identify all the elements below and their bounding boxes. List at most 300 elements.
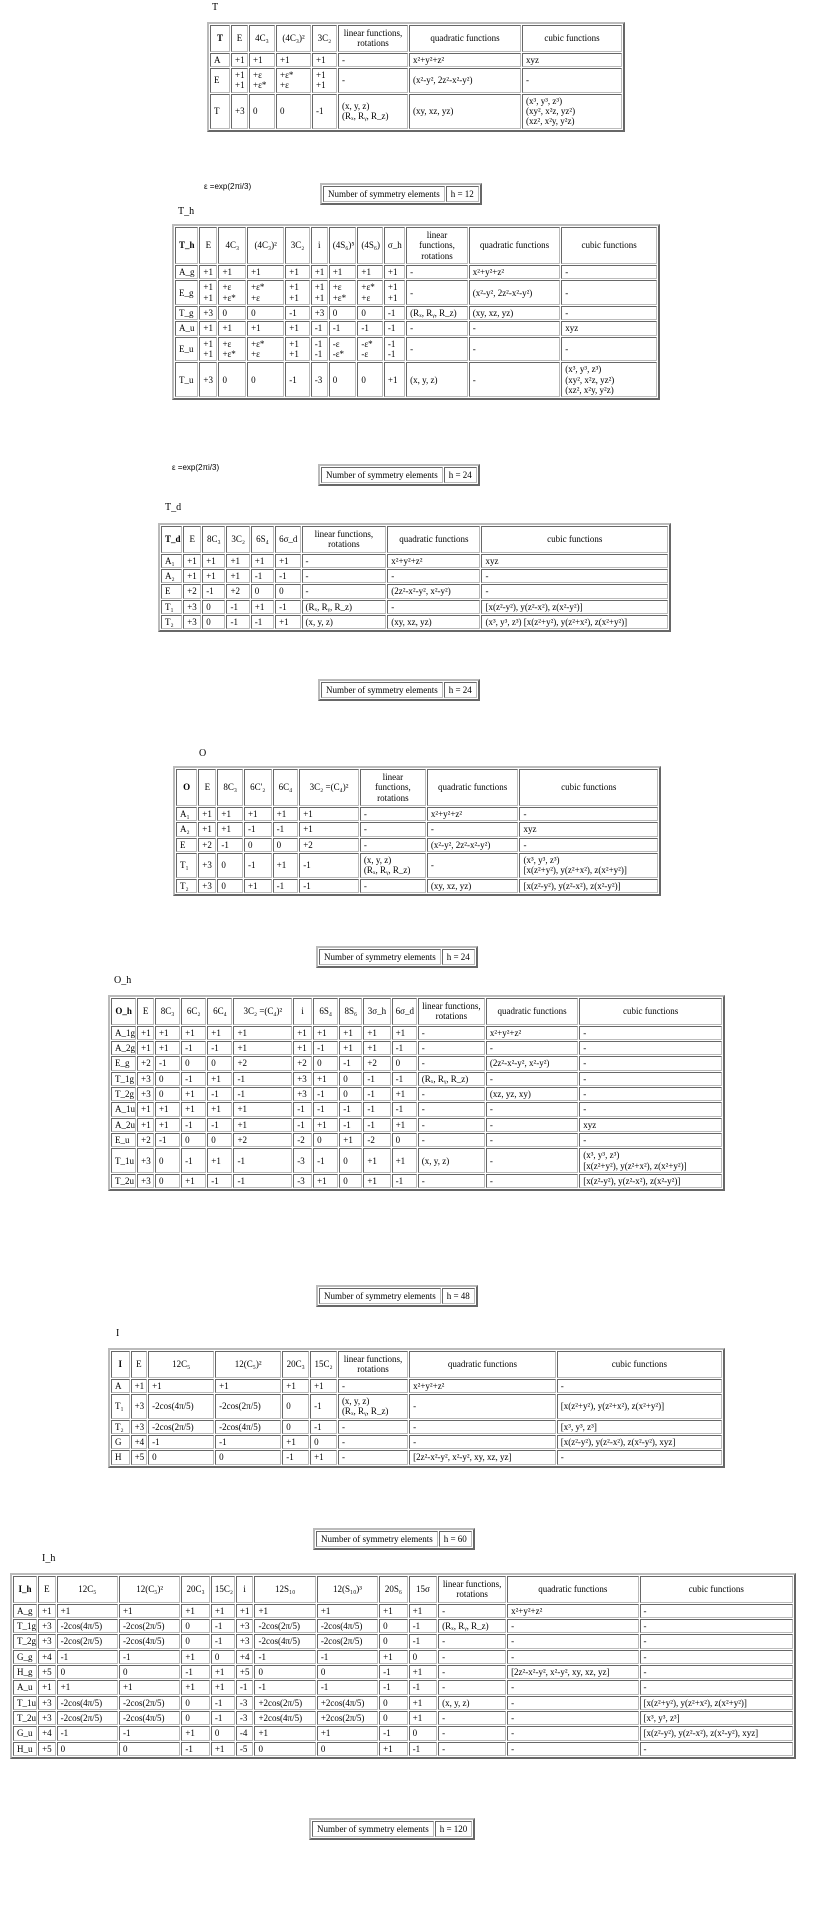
table-cell: -1 — [233, 1087, 292, 1101]
column-header: 20C₃ — [282, 1351, 309, 1378]
table-cell: - — [438, 1650, 506, 1664]
table-cell: -2cos(4π/5) — [57, 1619, 118, 1633]
table-cell: -1 — [384, 321, 405, 335]
irrep-label: A₂ — [176, 822, 197, 836]
table-cell: 0 — [282, 1394, 309, 1419]
table-cell: -1 — [207, 1174, 232, 1188]
table-cell: +2 — [198, 838, 216, 852]
table-cell: - — [519, 838, 658, 852]
table-cell: +1 — [233, 1026, 292, 1040]
table-cell: -1 — [181, 1041, 206, 1055]
table-row — [175, 337, 657, 362]
group-symbol: T — [210, 25, 230, 52]
table-cell: +1 — [312, 53, 337, 67]
column-header: 8S₆ — [339, 998, 362, 1025]
table-cell: +1 — [38, 1604, 56, 1618]
table-cell: -2cos(2π/5) — [215, 1394, 281, 1419]
table-header-row — [175, 227, 657, 264]
table-cell: (x, y, z) — [406, 362, 468, 397]
column-header: cubic functions — [561, 227, 657, 264]
table-cell: - — [418, 1026, 485, 1040]
table-cell: +1 — [233, 1118, 292, 1132]
table-cell: 0 — [217, 853, 243, 878]
table-row — [176, 838, 658, 852]
table-cell: [x(z²-y²), y(z²-x²), z(x²-y²), xyz] — [640, 1726, 793, 1740]
symmetry-count-ih — [309, 1818, 475, 1840]
table-cell: +2cos(2π/5) — [317, 1711, 378, 1725]
column-header: 3C₂ =(C₄)² — [299, 769, 359, 806]
table-cell: +4 — [38, 1726, 56, 1740]
table-cell: -2cos(4π/5) — [119, 1634, 180, 1648]
table-cell: x²+y²+z² — [507, 1604, 638, 1618]
table-cell: (x, y, z) — [302, 615, 387, 629]
table-cell: 0 — [202, 600, 225, 614]
table-cell: (x²-y², 2z²-x²-y²) — [469, 280, 560, 305]
table-cell: +2 — [226, 584, 249, 598]
table-cell: +1 — [181, 1026, 206, 1040]
table-cell: 0 — [218, 362, 246, 397]
table-cell: +1 — [251, 554, 274, 568]
character-table — [207, 22, 625, 132]
table-cell: 0 — [357, 306, 383, 320]
column-header: cubic functions — [481, 526, 668, 553]
table-cell: -1 — [275, 600, 300, 614]
table-cell: (Rₓ, Rᵧ, R_z) — [302, 600, 387, 614]
column-header: E — [183, 526, 201, 553]
table-cell: +1 — [181, 1174, 206, 1188]
table-row — [161, 569, 668, 583]
table-cell: +3 — [137, 1174, 154, 1188]
table-cell: x²+y²+z² — [387, 554, 480, 568]
table-cell: +1 — [217, 822, 243, 836]
column-header: 12(C₅)² — [119, 1576, 180, 1603]
table-cell: +2 — [183, 584, 201, 598]
table-cell: -1 — [273, 879, 299, 893]
table-cell: +1 — [119, 1680, 180, 1694]
table-row — [175, 306, 657, 320]
table-cell: -1 — [273, 822, 299, 836]
table-cell: +1 — [137, 1102, 154, 1116]
table-cell: +1 — [275, 554, 300, 568]
table-cell: 0 — [207, 1133, 232, 1147]
table-cell: 0 — [155, 1087, 180, 1101]
column-header: 4C₃ — [249, 25, 275, 52]
table-row — [176, 853, 658, 878]
table-cell: +1 — [211, 1680, 235, 1694]
table-cell: 0 — [313, 1133, 338, 1147]
table-row — [111, 1450, 722, 1464]
table-cell: - — [486, 1041, 578, 1055]
table-cell: -1 — [384, 306, 405, 320]
table-row — [111, 1026, 722, 1040]
table-cell: - — [557, 1450, 722, 1464]
table-cell: - — [561, 280, 657, 305]
irrep-label: T_2u — [111, 1174, 136, 1188]
table-cell: +4 — [236, 1650, 254, 1664]
table-cell: -1 — [282, 1450, 309, 1464]
table-cell: - — [486, 1072, 578, 1086]
irrep-label: A₁ — [161, 554, 182, 568]
table-row — [13, 1680, 793, 1694]
table-cell: 0 — [244, 838, 272, 852]
table-row — [13, 1742, 793, 1756]
irrep-label: A_g — [175, 265, 198, 279]
table-cell: -3 — [293, 1174, 312, 1188]
table-cell: +3 — [137, 1072, 154, 1086]
table-cell: +1 — [207, 1072, 232, 1086]
table-cell: -1 — [363, 1072, 390, 1086]
table-cell: +1 — [207, 1148, 232, 1173]
column-header: E — [198, 769, 216, 806]
table-cell: +1 — [293, 1041, 312, 1055]
table-row — [161, 600, 668, 614]
table-cell: (2z²-x²-y², x²-y²) — [486, 1056, 578, 1070]
column-header: 6S₄ — [251, 526, 274, 553]
irrep-label: E_g — [111, 1056, 136, 1070]
table-cell: +2cos(4π/5) — [317, 1696, 378, 1710]
irrep-label: T₂ — [176, 879, 197, 893]
table-cell: -1 — [285, 306, 309, 320]
table-cell: (x³, y³, z³) [x(z²+y²), y(z²+x²), z(x²+y²)] — [481, 615, 668, 629]
column-header: 6C'₂ — [244, 769, 272, 806]
table-cell: - — [519, 807, 658, 821]
table-cell: -1 — [339, 1056, 362, 1070]
table-cell: +1 — [273, 807, 299, 821]
table-cell: +1 — [409, 1711, 437, 1725]
irrep-label: A₂ — [161, 569, 182, 583]
table-cell: +1 — [233, 1041, 292, 1055]
table-cell: +1 — [247, 321, 284, 335]
table-cell: +1 — [285, 321, 309, 335]
table-cell: - — [406, 265, 468, 279]
table-cell: -1 — [339, 1102, 362, 1116]
table-cell: +1 — [155, 1041, 180, 1055]
table-cell: +1 — [317, 1604, 378, 1618]
table-cell: (xz, yz, xy) — [486, 1087, 578, 1101]
table-cell: +1 — [363, 1148, 390, 1173]
irrep-label: H — [111, 1450, 130, 1464]
irrep-label: T_1u — [111, 1148, 136, 1173]
table-cell: +3 — [38, 1696, 56, 1710]
table-cell: -1 — [409, 1742, 437, 1756]
table-cell: - — [507, 1742, 638, 1756]
table-cell: -1 — [363, 1118, 390, 1132]
table-cell: +1 — [211, 1665, 235, 1679]
table-cell: 0 — [273, 838, 299, 852]
column-header: quadratic functions — [387, 526, 480, 553]
symmetry-count-label: Number of symmetry elements — [319, 949, 441, 965]
table-cell: -2 — [363, 1133, 390, 1147]
table-cell: -1 — [299, 879, 359, 893]
table-cell: 0 — [247, 306, 284, 320]
group-label-i: I — [116, 1328, 120, 1339]
table-cell: (x³, y³, z³) (xy², x²z, yz²) (xz², x²y, y²z) — [561, 362, 657, 397]
table-cell: - — [438, 1680, 506, 1694]
table-row — [210, 68, 622, 93]
table-cell: +1 — [148, 1379, 214, 1393]
table-cell: +2cos(2π/5) — [254, 1696, 315, 1710]
group-label-th: T_h — [178, 206, 195, 217]
table-cell: -1 — [317, 1650, 378, 1664]
table-cell: -1 — [251, 569, 274, 583]
table-cell: +4 — [131, 1435, 148, 1449]
table-cell: +1 — [254, 1604, 315, 1618]
table-cell: - — [486, 1148, 578, 1173]
column-header: 4C₃ — [218, 227, 246, 264]
column-header: (4C₃)² — [247, 227, 284, 264]
column-header: 12C₅ — [148, 1351, 214, 1378]
table-cell: - — [338, 1450, 408, 1464]
table-cell: -1 — [236, 1680, 254, 1694]
table-row — [13, 1665, 793, 1679]
table-cell: 0 — [254, 1742, 315, 1756]
table-cell: xyz — [519, 822, 658, 836]
table-row — [175, 280, 657, 305]
column-header: 15C₂ — [310, 1351, 337, 1378]
table-cell: - — [338, 53, 408, 67]
table-cell: - — [302, 569, 387, 583]
column-header: 6C₄ — [207, 998, 232, 1025]
character-table — [10, 1573, 796, 1759]
table-cell: -1 — [215, 1435, 281, 1449]
table-cell: +2cos(4π/5) — [254, 1711, 315, 1725]
table-cell: 0 — [119, 1665, 180, 1679]
table-cell: -2 — [293, 1133, 312, 1147]
table-cell: - — [640, 1619, 793, 1633]
table-cell: - — [418, 1133, 485, 1147]
table-cell: - — [507, 1696, 638, 1710]
table-row — [13, 1634, 793, 1648]
table-cell: -3 — [236, 1711, 254, 1725]
table-cell: (xy, xz, yz) — [427, 879, 519, 893]
table-cell: -1 — [211, 1711, 235, 1725]
column-header: 15C₂ — [211, 1576, 235, 1603]
table-cell: - — [561, 337, 657, 362]
table-cell: +1 — [339, 1041, 362, 1055]
table-row — [175, 265, 657, 279]
table-cell: -3 — [311, 362, 328, 397]
table-cell: - — [302, 554, 387, 568]
column-header: σ_h — [384, 227, 405, 264]
table-cell: -2cos(4π/5) — [119, 1711, 180, 1725]
table-cell: (x³, y³, z³) [x(z²+y²), y(z²+x²), z(x²+y²)] — [519, 853, 658, 878]
table-cell: - — [418, 1174, 485, 1188]
table-cell: -1 — [310, 1394, 337, 1419]
table-cell: +1 — [313, 1026, 338, 1040]
table-cell: +1 — [276, 53, 311, 67]
table-cell: +1 — [363, 1026, 390, 1040]
table-cell: +1 — [231, 53, 248, 67]
table-cell: (x³, y³, z³) (xy², x²z, yz²) (xz², x²y, y²z) — [522, 94, 622, 129]
table-row — [111, 1102, 722, 1116]
irrep-label: T_u — [175, 362, 198, 397]
table-cell: +2 — [233, 1056, 292, 1070]
table-cell: +3 — [199, 306, 217, 320]
table-cell: 0 — [339, 1174, 362, 1188]
table-cell: +1 +1 — [285, 280, 309, 305]
table-cell: -2cos(2π/5) — [57, 1711, 118, 1725]
table-row — [111, 1420, 722, 1434]
table-row — [210, 94, 622, 129]
table-cell: xyz — [481, 554, 668, 568]
table-cell: - — [427, 822, 519, 836]
table-cell: - — [418, 1102, 485, 1116]
table-cell: [2z²-x²-y², x²-y², xy, xz, yz] — [507, 1665, 638, 1679]
table-cell: +3 — [199, 362, 217, 397]
table-cell: -1 — [181, 1118, 206, 1132]
table-cell: -1 — [392, 1072, 417, 1086]
table-cell: +1 — [137, 1118, 154, 1132]
table-cell: -1 — [275, 569, 300, 583]
column-header: 6σ_d — [275, 526, 300, 553]
irrep-label: T₁ — [161, 600, 182, 614]
table-cell: -1 — [155, 1133, 180, 1147]
table-cell: +2 — [137, 1133, 154, 1147]
table-cell: +1 — [218, 321, 246, 335]
irrep-label: G_g — [13, 1650, 37, 1664]
group-label-oh: O_h — [114, 975, 132, 986]
table-cell: 0 — [57, 1742, 118, 1756]
table-cell: 0 — [211, 1650, 235, 1664]
table-cell: - — [409, 1394, 556, 1419]
column-header: linear functions, rotations — [418, 998, 485, 1025]
table-cell: +1 — [57, 1604, 118, 1618]
table-cell: 0 — [155, 1072, 180, 1086]
symmetry-count-value: h = 48 — [442, 1288, 475, 1304]
table-cell: +1 — [384, 362, 405, 397]
character-table-oh — [108, 995, 725, 1191]
table-cell: +1 — [357, 265, 383, 279]
table-cell: +3 — [137, 1087, 154, 1101]
table-cell: -1 — [293, 1102, 312, 1116]
column-header: 6C₂ — [181, 998, 206, 1025]
table-cell: -2cos(4π/5) — [317, 1619, 378, 1633]
column-header: E — [231, 25, 248, 52]
table-cell: +1 — [299, 822, 359, 836]
table-cell: +1 — [233, 1102, 292, 1116]
table-cell: - — [579, 1087, 722, 1101]
table-cell: +1 — [293, 1026, 312, 1040]
table-cell: (x, y, z) (Rₓ, Rᵧ, R_z) — [360, 853, 426, 878]
table-cell: +1 — [329, 265, 357, 279]
group-symbol: I_h — [13, 1576, 37, 1603]
symmetry-count-label: Number of symmetry elements — [323, 186, 445, 202]
table-cell: +3 — [293, 1072, 312, 1086]
table-cell: - — [360, 838, 426, 852]
table-cell: [x³, y³, z³] — [640, 1711, 793, 1725]
table-cell: (Rₓ, Rᵧ, R_z) — [418, 1072, 485, 1086]
table-cell: 0 — [379, 1696, 407, 1710]
table-cell: - — [507, 1726, 638, 1740]
table-cell: +1 — [313, 1174, 338, 1188]
table-cell: +1 — [183, 554, 201, 568]
table-cell: -1 — [317, 1680, 378, 1694]
table-cell: -1 — [363, 1087, 390, 1101]
table-cell: +3 — [131, 1420, 148, 1434]
table-cell: +2 — [363, 1056, 390, 1070]
table-cell: -1 — [312, 94, 337, 129]
table-cell: - — [438, 1604, 506, 1618]
table-cell: +ε +ε* — [218, 280, 246, 305]
irrep-label: E_g — [175, 280, 198, 305]
table-row — [13, 1604, 793, 1618]
table-cell: +1 — [207, 1102, 232, 1116]
table-cell: - — [409, 1420, 556, 1434]
table-cell: - — [640, 1680, 793, 1694]
column-header: 8C₃ — [202, 526, 225, 553]
table-cell: - — [438, 1711, 506, 1725]
table-cell: +1 — [384, 265, 405, 279]
table-cell: +1 — [392, 1026, 417, 1040]
table-cell: [x(z²-y²), y(z²-x²), z(x²-y²)] — [579, 1174, 722, 1188]
symmetry-count-label: Number of symmetry elements — [321, 682, 443, 698]
table-cell: +ε* +ε — [247, 337, 284, 362]
table-cell: +1 — [363, 1174, 390, 1188]
irrep-label: A_2g — [111, 1041, 136, 1055]
table-cell: - — [418, 1087, 485, 1101]
table-cell: - — [438, 1634, 506, 1648]
column-header: linear functions, rotations — [406, 227, 468, 264]
table-cell: -1 — [392, 1102, 417, 1116]
table-cell: (xy, xz, yz) — [409, 94, 521, 129]
table-cell: - — [418, 1041, 485, 1055]
table-cell: 0 — [379, 1634, 407, 1648]
table-cell: +1 — [215, 1379, 281, 1393]
table-cell: +ε +ε* — [329, 280, 357, 305]
table-cell: - — [640, 1665, 793, 1679]
table-cell: [x(z²+y²), y(z²+x²), z(x²+y²)] — [557, 1394, 722, 1419]
irrep-label: A_1u — [111, 1102, 136, 1116]
table-cell: -2cos(2π/5) — [317, 1634, 378, 1648]
group-symbol: T_h — [175, 227, 198, 264]
column-header: cubic functions — [522, 25, 622, 52]
table-row — [13, 1696, 793, 1710]
table-cell: -1 — [244, 822, 272, 836]
table-cell: +1 +1 — [199, 280, 217, 305]
group-symbol: I — [111, 1351, 130, 1378]
table-cell: +1 — [199, 321, 217, 335]
table-row — [210, 53, 622, 67]
table-row — [13, 1726, 793, 1740]
column-header: E — [38, 1576, 56, 1603]
table-cell: +3 — [38, 1634, 56, 1648]
table-cell: 0 — [247, 362, 284, 397]
table-cell: - — [486, 1133, 578, 1147]
table-cell: - — [406, 337, 468, 362]
table-cell: +1 — [247, 265, 284, 279]
table-cell: xyz — [579, 1118, 722, 1132]
table-cell: +2 — [233, 1133, 292, 1147]
table-row — [161, 615, 668, 629]
epsilon-note-t: ε =exp(2πi/3) — [204, 182, 252, 191]
table-cell: +3 — [183, 600, 201, 614]
symmetry-count-label: Number of symmetry elements — [316, 1531, 438, 1547]
table-cell: +1 — [310, 1450, 337, 1464]
table-cell: -2cos(4π/5) — [215, 1420, 281, 1434]
group-label-td: T_d — [165, 502, 182, 513]
table-cell: 0 — [119, 1742, 180, 1756]
irrep-label: A — [210, 53, 230, 67]
table-cell: - — [579, 1041, 722, 1055]
table-cell: +1 +1 — [384, 280, 405, 305]
table-cell: -1 — [181, 1665, 209, 1679]
table-cell: +1 — [299, 807, 359, 821]
table-cell: +4 — [38, 1650, 56, 1664]
table-cell: x²+y²+z² — [469, 265, 560, 279]
column-header: linear functions, rotations — [338, 25, 408, 52]
table-cell: -1 — [211, 1696, 235, 1710]
table-row — [111, 1041, 722, 1055]
